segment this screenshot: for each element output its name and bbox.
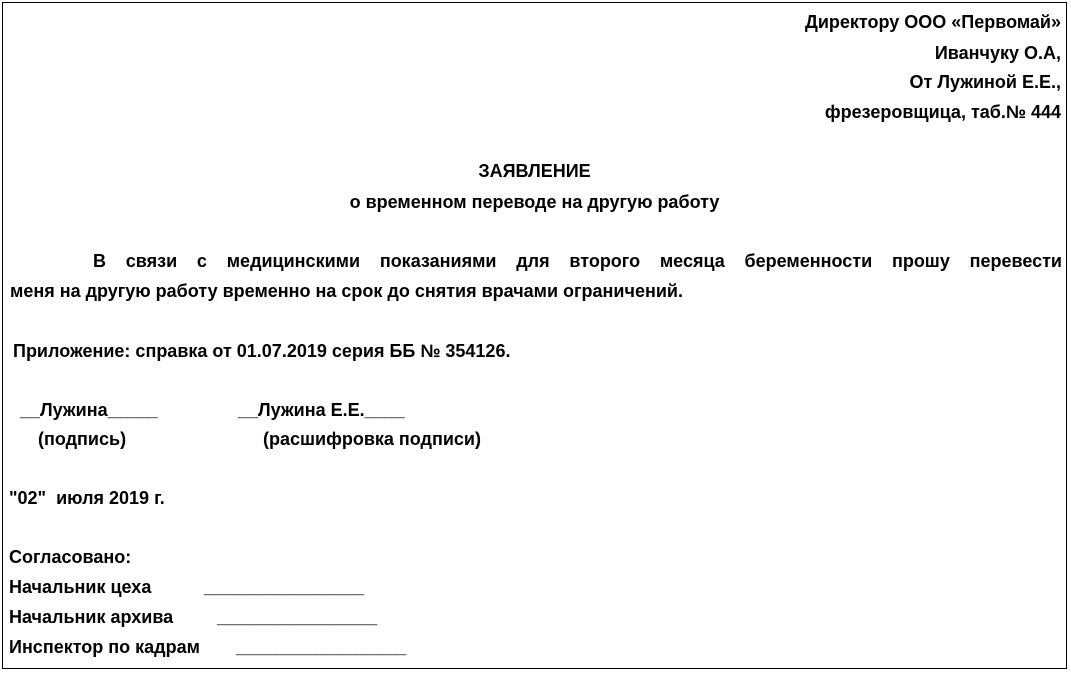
approval-row-label: Начальник цеха <box>9 577 152 597</box>
from-line: От Лужиной Е.Е., <box>909 72 1061 92</box>
attachment-text: Приложение: справка от 01.07.2019 серия ББ № 354126. <box>13 341 511 361</box>
signature-value: __Лужина_____ <box>20 400 158 420</box>
document-date: "02" июля 2019 г. <box>9 488 165 508</box>
approval-row-label: Начальник архива <box>9 607 174 627</box>
approval-row-blank: ________________ <box>217 607 378 627</box>
addressee-line-1: Директору ООО «Первомай» <box>805 12 1061 32</box>
body-paragraph-line-2: меня на другую работу временно на срок до снятия врачами ограничений. <box>10 281 683 301</box>
document-subtitle: о временном переводе на другую работу <box>349 192 720 212</box>
signature-caption: (подпись) <box>38 429 127 449</box>
approval-row-label: Инспектор по кадрам <box>9 637 200 657</box>
approval-row-blank: _________________ <box>236 637 407 657</box>
signature-decoding-value: __Лужина Е.Е.____ <box>238 400 405 420</box>
position-line: фрезеровщица, таб.№ 444 <box>824 102 1061 122</box>
addressee-line-2: Иванчуку О.А, <box>934 43 1061 63</box>
approval-title: Согласовано: <box>9 547 132 567</box>
body-paragraph-line-1: В связи с медицинскими показаниями для второго месяца беременности прошу перевести <box>93 251 1062 271</box>
approval-row-blank: ________________ <box>204 577 365 597</box>
signature-decoding-caption: (расшифровка подписи) <box>263 429 481 449</box>
document-title: ЗАЯВЛЕНИЕ <box>478 161 591 181</box>
